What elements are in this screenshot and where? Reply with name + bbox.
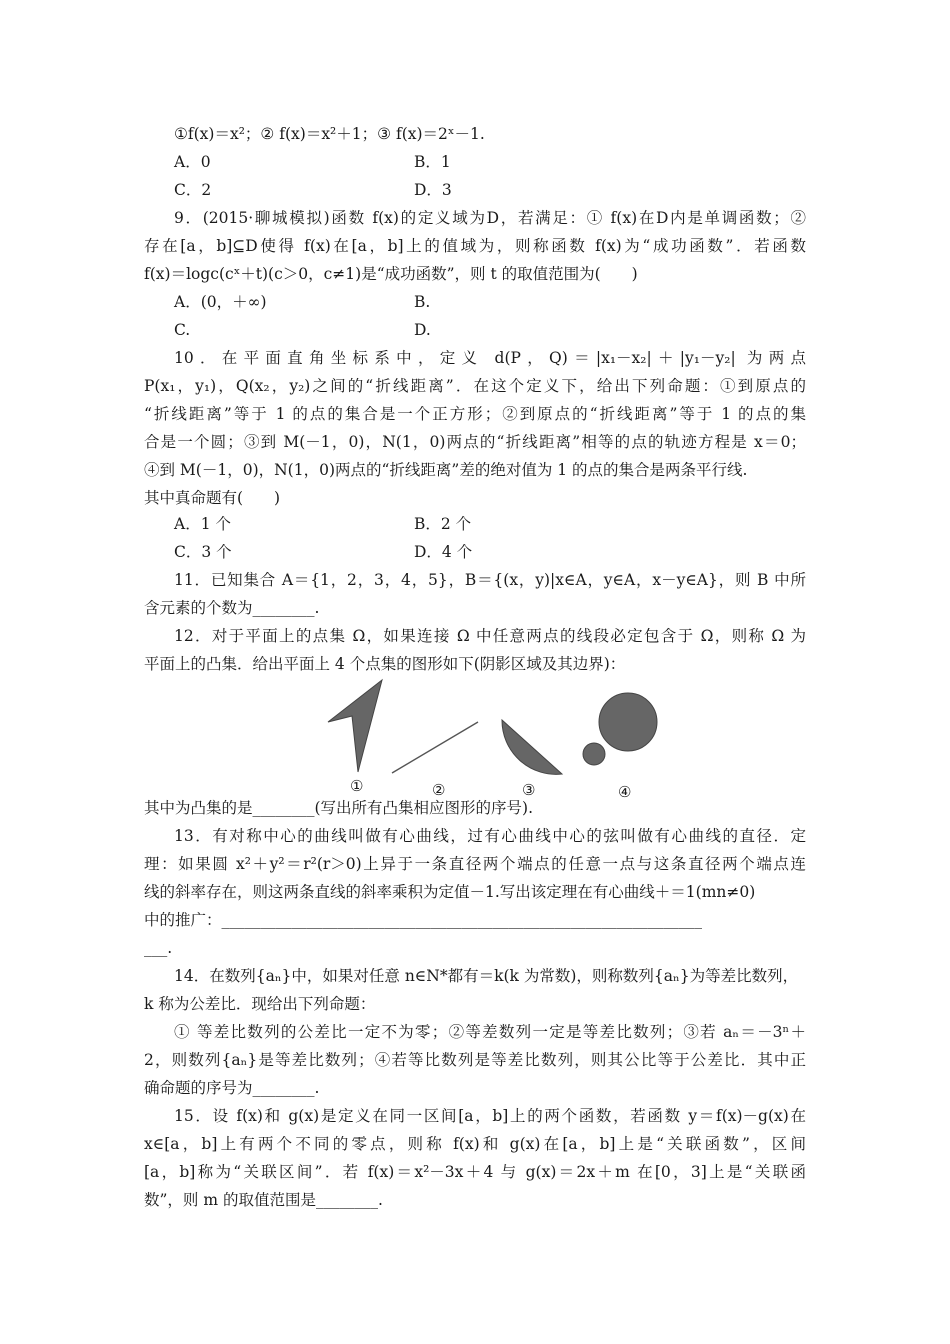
q10-option-b: B．2 个 [414,515,472,533]
q13-line-3: 线的斜率存在，则这两条直线的斜率乘积为定值－1.写出该定理在有心曲线＋＝1(mn≠0) [144,883,756,901]
q10-option-d: D．4 个 [414,543,473,561]
figure-label-4: ④ [618,783,632,800]
figure-4-large-circle [599,693,657,751]
q9-option-a: A．(0，＋∞) [174,293,267,311]
q15-line-4: 数”，则 m 的取值范围是________. [144,1191,383,1209]
q11-line-1: 11．已知集合 A＝{1，2，3，4，5}，B＝{(x，y)|x∈A，y∈A，x－y∈A}，则 B 中所 [174,571,806,589]
q12-line-3: 其中为凸集的是________(写出所有凸集相应图形的序号). [144,799,534,817]
figure-2-segment [392,722,478,773]
q15-line-1: 15．设 f(x)和 g(x)是定义在同一区间[a，b]上的两个函数，若函数 y＝f(x)－g(x)在 [174,1107,806,1125]
convex-sets-figure [320,672,660,800]
q13-line-5: ___. [144,939,173,957]
q14-line-4: 2，则数列{aₙ}是等差比数列；④若等比数列是等差比数列，则其公比等于公差比．其中正 [144,1051,806,1069]
q13-line-2: 理：如果圆 x²＋y²＝r²(r＞0)上异于一条直径两个端点的任意一点与这条直径两个端点连 [144,855,806,873]
q13-line-4: 中的推广：______________________________________________________________ [144,911,703,929]
q10-option-c: C．3 个 [174,543,232,561]
q13-line-1: 13．有对称中心的曲线叫做有心曲线，过有心曲线中心的弦叫做有心曲线的直径．定 [174,827,806,845]
q10-line-1: 10．在平面直角坐标系中，定义 d(P，Q)＝|x₁－x₂|＋|y₁－y₂| 为两点 [174,349,806,367]
q12-line-1: 12．对于平面上的点集 Ω，如果连接 Ω 中任意两点的线段必定包含于 Ω，则称 Ω 为 [174,627,806,645]
q10-line-2: P(x₁，y₁)，Q(x₂，y₂)之间的“折线距离”．在这个定义下，给出下列命题：①到原点的 [144,377,806,395]
figure-label-3: ③ [522,781,536,799]
q15-line-3: [a，b]称为“关联区间”．若 f(x)＝x²－3x＋4 与 g(x)＝2x＋m 在[0，3]上是“关联函 [144,1163,806,1181]
q14-line-2: k 称为公差比．现给出下列命题： [144,995,376,1013]
q9-option-d: D. [414,321,431,339]
q8-statement: ①f(x)＝x²；② f(x)＝x²＋1；③ f(x)＝2ˣ－1. [174,125,485,143]
q9-option-b: B. [414,293,431,311]
q14-line-5: 确命题的序号为________. [144,1079,320,1097]
q9-line-3: f(x)＝logc(cˣ＋t)(c＞0，c≠1)是“成功函数”，则 t 的取值范围为( ) [144,265,638,283]
q10-line-5: ④到 M(－1，0)，N(1，0)两点的“折线距离”差的绝对值为 1 的点的集合是两条平行线. [144,461,748,479]
q10-line-4: 合是一个圆；③到 M(－1，0)，N(1，0)两点的“折线距离”相等的点的轨迹方程是 x＝0； [144,433,806,451]
q15-line-2: x∈[a，b]上有两个不同的零点，则称 f(x)和 g(x)在[a，b]上是“关联函数”，区间 [144,1135,806,1153]
q8-option-c: C．2 [174,181,212,199]
q14-line-3: ① 等差比数列的公差比一定不为零；②等差数列一定是等差比数列；③若 aₙ＝－3ⁿ＋ [174,1023,806,1041]
q12-line-2: 平面上的凸集．给出平面上 4 个点集的图形如下(阴影区域及其边界)： [144,655,626,673]
q14-line-1: 14．在数列{aₙ}中，如果对任意 n∈N*都有＝k(k 为常数)，则称数列{aₙ}为等差比数列， [174,967,799,985]
q8-option-b: B．1 [414,153,451,171]
q10-option-a: A．1 个 [174,515,231,533]
figure-label-1: ① [350,777,364,795]
q8-option-a: A．0 [174,153,211,171]
q9-line-1: 9．(2015·聊城模拟)函数 f(x)的定义域为D，若满足：① f(x)在D内是单调函数；② [174,209,806,227]
figure-3-semicircle [502,720,562,774]
figure-1-shape [328,680,382,772]
figure-label-2: ② [432,781,446,799]
q10-line-6: 其中真命题有( ) [144,489,281,507]
q9-line-2: 存在[a，b]⊆D使得 f(x)在[a，b]上的值域为，则称函数 f(x)为“成功函数”．若函数 [144,237,806,255]
q9-option-c: C. [174,321,191,339]
q11-line-2: 含元素的个数为________. [144,599,320,617]
figure-4-small-circle [583,743,605,765]
q8-option-d: D．3 [414,181,452,199]
q10-line-3: “折线距离”等于 1 的点的集合是一个正方形；②到原点的“折线距离”等于 1 的点的集 [144,405,806,423]
